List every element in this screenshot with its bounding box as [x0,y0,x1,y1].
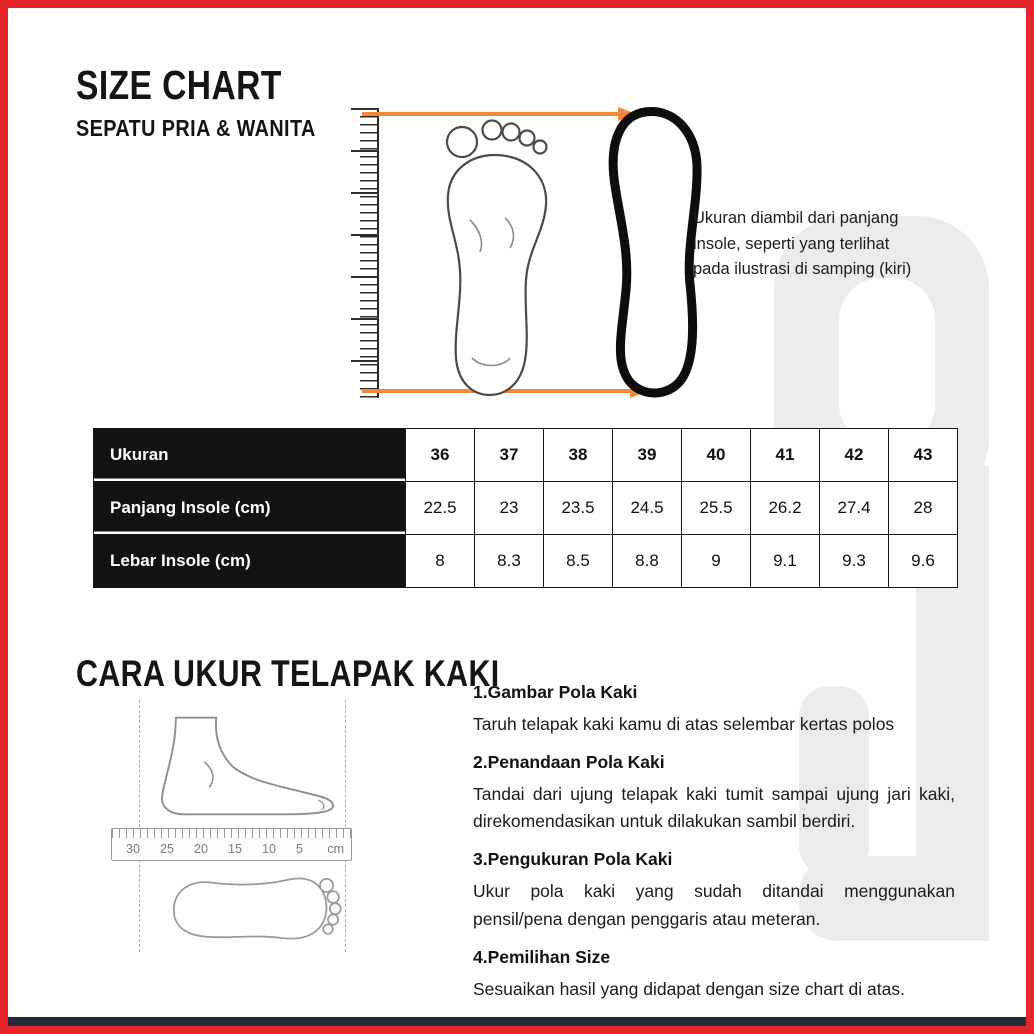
page-title: SIZE CHART [76,62,282,108]
table-cell: 41 [751,429,820,482]
table-cell: 43 [889,429,958,482]
table-cell: 40 [682,429,751,482]
size-table-wrap [93,428,958,588]
foot-and-insole-illustration [380,100,710,408]
row-header-lebar: Lebar Insole (cm) [94,535,406,588]
table-cell: 22.5 [406,482,475,535]
step-heading: 1.Gambar Pola Kaki [473,682,638,702]
step-body: Sesuaikan hasil yang didapat dengan size chart di atas. [473,978,905,999]
measuring-illustration [103,700,463,955]
table-cell: 27.4 [820,482,889,535]
table-cell: 42 [820,429,889,482]
size-table [93,428,958,588]
table-cell: 24.5 [613,482,682,535]
foot-top-view [165,868,347,948]
table-cell: 25.5 [682,482,751,535]
table-cell: 26.2 [751,482,820,535]
footer-strip [8,1017,1026,1026]
measure-section-title: CARA UKUR TELAPAK KAKI [76,653,500,694]
foot-side-view [141,714,347,818]
table-cell: 23 [475,482,544,535]
table-cell: 8 [406,535,475,588]
dashed-guide-left [139,700,140,952]
ruler-number: 10 [262,842,276,856]
insole-note: Ukuran diambil dari panjang insole, seperti yang terlihat pada ilustrasi di samping (kiri) [693,209,912,279]
insole-outline [613,112,697,393]
ruler-number: 25 [160,842,174,856]
row-header-panjang: Panjang Insole (cm) [94,482,406,535]
table-row-ukuran [94,429,958,482]
ruler-number: 5 [296,842,303,856]
ruler-unit-label: cm [327,842,344,856]
header [76,62,355,142]
table-cell: 38 [544,429,613,482]
table-cell: 28 [889,482,958,535]
page-subtitle: SEPATU PRIA & WANITA [76,115,316,141]
measuring-steps [473,668,955,1003]
table-cell: 23.5 [544,482,613,535]
measuring-ruler [111,828,352,861]
table-cell: 9.6 [889,535,958,588]
table-cell: 8.5 [544,535,613,588]
ruler-number: 20 [194,842,208,856]
foot-sole-illustration [447,121,547,396]
foot-ruler [360,108,379,398]
table-cell: 8.8 [613,535,682,588]
table-cell: 9.1 [751,535,820,588]
ruler-numbers [126,842,303,856]
step-body: Taruh telapak kaki kamu di atas selembar kertas polos [473,714,895,734]
step-heading: 4.Pemilihan Size [473,946,611,967]
table-cell: 9 [682,535,751,588]
table-cell: 8.3 [475,535,544,588]
step-heading: 2.Penandaan Pola Kaki [473,752,665,773]
ruler-number: 30 [126,842,140,856]
ruler-number: 15 [228,842,242,856]
step-body: Ukur pola kaki yang sudah ditandai menggunakan pensil/pena dengan penggaris atau meteran. [473,881,955,929]
watermark-ring-hole [839,278,935,446]
table-cell: 9.3 [820,535,889,588]
row-header-ukuran: Ukuran [94,429,406,482]
step-body: Tandai dari ujung telapak kaki tumit sampai ujung jari kaki, direkomendasikan untuk dilakukan sambil berdiri. [473,784,955,832]
step-heading: 3.Pengukuran Pola Kaki [473,849,673,870]
table-cell: 39 [613,429,682,482]
table-cell: 36 [406,429,475,482]
table-row-lebar [94,535,958,588]
measurement-arrow-top [362,107,636,121]
table-cell: 37 [475,429,544,482]
table-row-panjang [94,482,958,535]
